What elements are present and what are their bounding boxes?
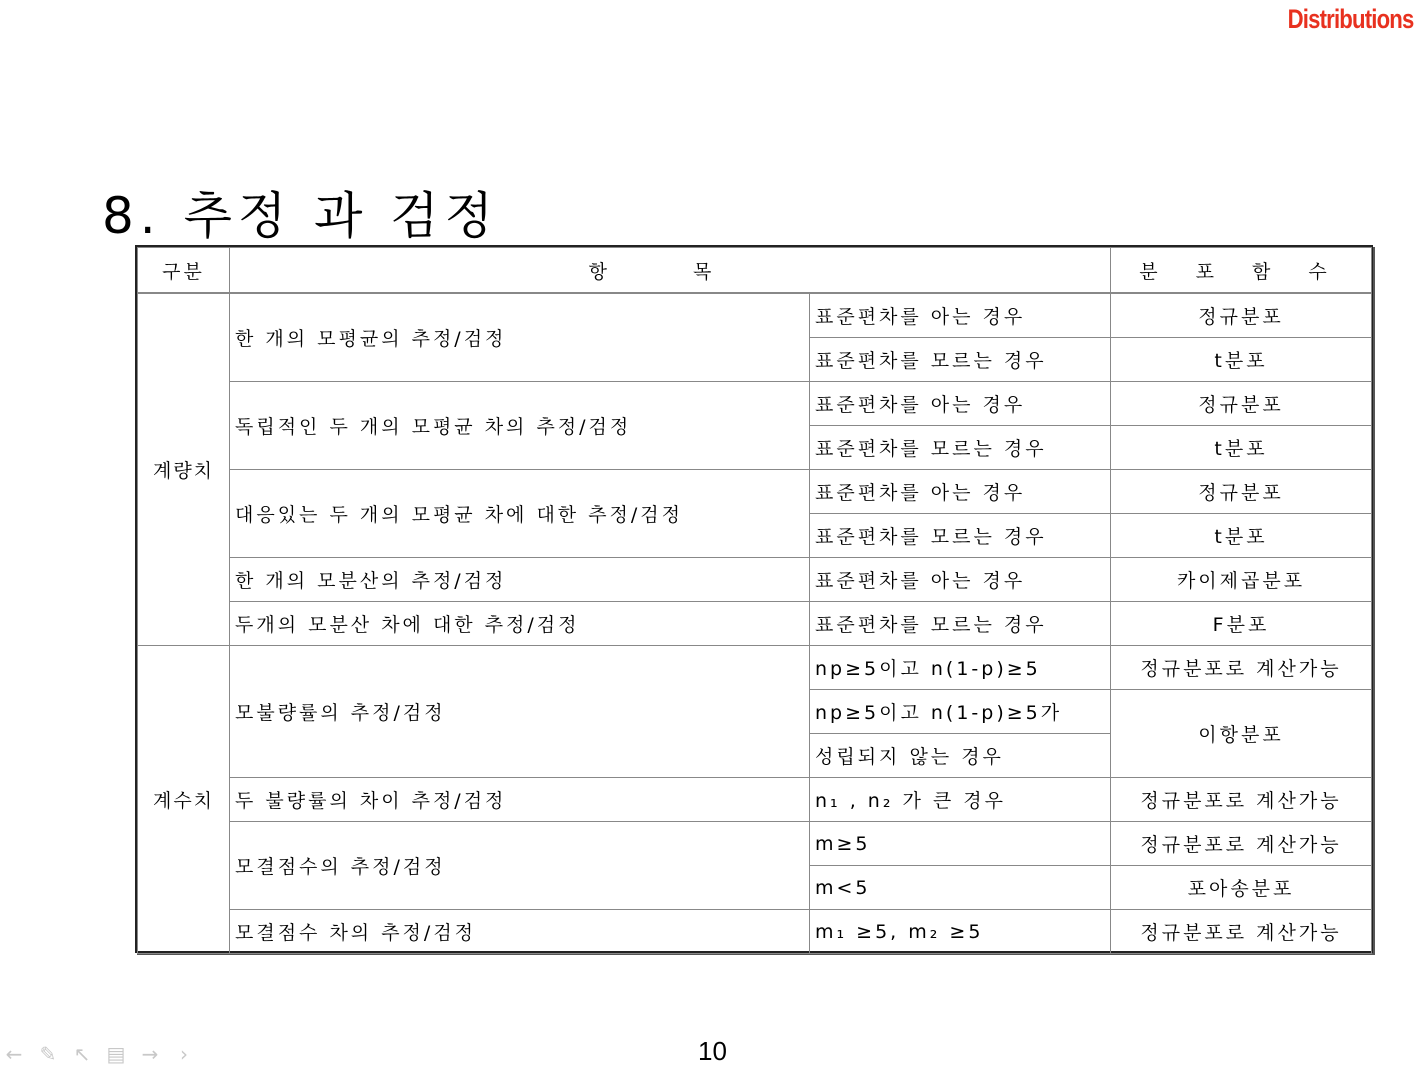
category-cell: 계량치 bbox=[138, 293, 230, 646]
table-row bbox=[138, 910, 1372, 954]
condition-cell: 표준편차를 모르는 경우 bbox=[810, 602, 1111, 646]
table-row bbox=[138, 778, 1372, 822]
pointer-icon[interactable]: ↖ bbox=[73, 1042, 91, 1066]
table-row bbox=[138, 293, 1372, 338]
table-row bbox=[138, 382, 1372, 426]
distribution-cell: t분포 bbox=[1111, 338, 1372, 382]
distribution-cell: 정규분포로 계산가능 bbox=[1111, 822, 1372, 866]
distribution-cell: 정규분포 bbox=[1111, 293, 1372, 338]
distribution-cell: 정규분포로 계산가능 bbox=[1111, 778, 1372, 822]
item-cell: 두 불량률의 차이 추정/검정 bbox=[230, 778, 810, 822]
condition-cell: n₁ , n₂ 가 큰 경우 bbox=[810, 778, 1111, 822]
distribution-cell: 정규분포 bbox=[1111, 382, 1372, 426]
condition-cell: 성립되지 않는 경우 bbox=[810, 734, 1111, 778]
table-row bbox=[138, 602, 1372, 646]
condition-cell: 표준편차를 모르는 경우 bbox=[810, 514, 1111, 558]
distribution-cell: t분포 bbox=[1111, 426, 1372, 470]
item-cell: 한 개의 모평균의 추정/검정 bbox=[230, 293, 810, 382]
distribution-cell: t분포 bbox=[1111, 514, 1372, 558]
item-cell: 한 개의 모분산의 추정/검정 bbox=[230, 558, 810, 602]
table-row bbox=[138, 822, 1372, 866]
condition-cell: m≥5 bbox=[810, 822, 1111, 866]
category-cell: 계수치 bbox=[138, 646, 230, 954]
condition-cell: np≥5이고 n(1-p)≥5 bbox=[810, 646, 1111, 690]
condition-cell: 표준편차를 아는 경우 bbox=[810, 382, 1111, 426]
condition-cell: np≥5이고 n(1-p)≥5가 bbox=[810, 690, 1111, 734]
item-cell: 대응있는 두 개의 모평균 차에 대한 추정/검정 bbox=[230, 470, 810, 558]
condition-cell: 표준편차를 아는 경우 bbox=[810, 293, 1111, 338]
header-category: 구분 bbox=[138, 248, 230, 294]
header-distribution: 분 포 함 수 bbox=[1111, 248, 1372, 294]
distribution-cell: 포아송분포 bbox=[1111, 866, 1372, 910]
condition-cell: 표준편차를 모르는 경우 bbox=[810, 338, 1111, 382]
item-cell: 독립적인 두 개의 모평균 차의 추정/검정 bbox=[230, 382, 810, 470]
distribution-cell: 카이제곱분포 bbox=[1111, 558, 1372, 602]
condition-cell: m<5 bbox=[810, 866, 1111, 910]
arrow-right-icon[interactable]: → bbox=[141, 1042, 159, 1066]
distribution-cell: F분포 bbox=[1111, 602, 1372, 646]
table-row bbox=[138, 646, 1372, 690]
table-row bbox=[138, 470, 1372, 514]
table-header-row bbox=[138, 248, 1372, 294]
header-item: 항 목 bbox=[230, 248, 1111, 294]
item-cell: 두개의 모분산 차에 대한 추정/검정 bbox=[230, 602, 810, 646]
slides-icon[interactable]: ▤ bbox=[106, 1042, 126, 1066]
page-number: 10 bbox=[698, 1036, 727, 1066]
estimation-table bbox=[135, 245, 1373, 953]
table-row bbox=[138, 558, 1372, 602]
condition-cell: 표준편차를 모르는 경우 bbox=[810, 426, 1111, 470]
condition-cell: 표준편차를 아는 경우 bbox=[810, 558, 1111, 602]
brand-title: Distributions bbox=[1287, 4, 1413, 34]
arrow-left-icon[interactable]: ← bbox=[5, 1042, 23, 1066]
distribution-cell: 정규분포로 계산가능 bbox=[1111, 910, 1372, 954]
item-cell: 모불량률의 추정/검정 bbox=[230, 646, 810, 778]
page-title: 8. 추정 과 검정 bbox=[102, 187, 499, 245]
distribution-cell: 정규분포 bbox=[1111, 470, 1372, 514]
pen-icon[interactable]: ✎ bbox=[39, 1042, 57, 1066]
condition-cell: m₁ ≥5, m₂ ≥5 bbox=[810, 910, 1111, 954]
condition-cell: 표준편차를 아는 경우 bbox=[810, 470, 1111, 514]
chevron-right-icon[interactable]: › bbox=[180, 1042, 188, 1066]
distribution-cell: 정규분포로 계산가능 bbox=[1111, 646, 1372, 690]
item-cell: 모결점수의 추정/검정 bbox=[230, 822, 810, 910]
item-cell: 모결점수 차의 추정/검정 bbox=[230, 910, 810, 954]
distribution-cell: 이항분포 bbox=[1111, 690, 1372, 778]
